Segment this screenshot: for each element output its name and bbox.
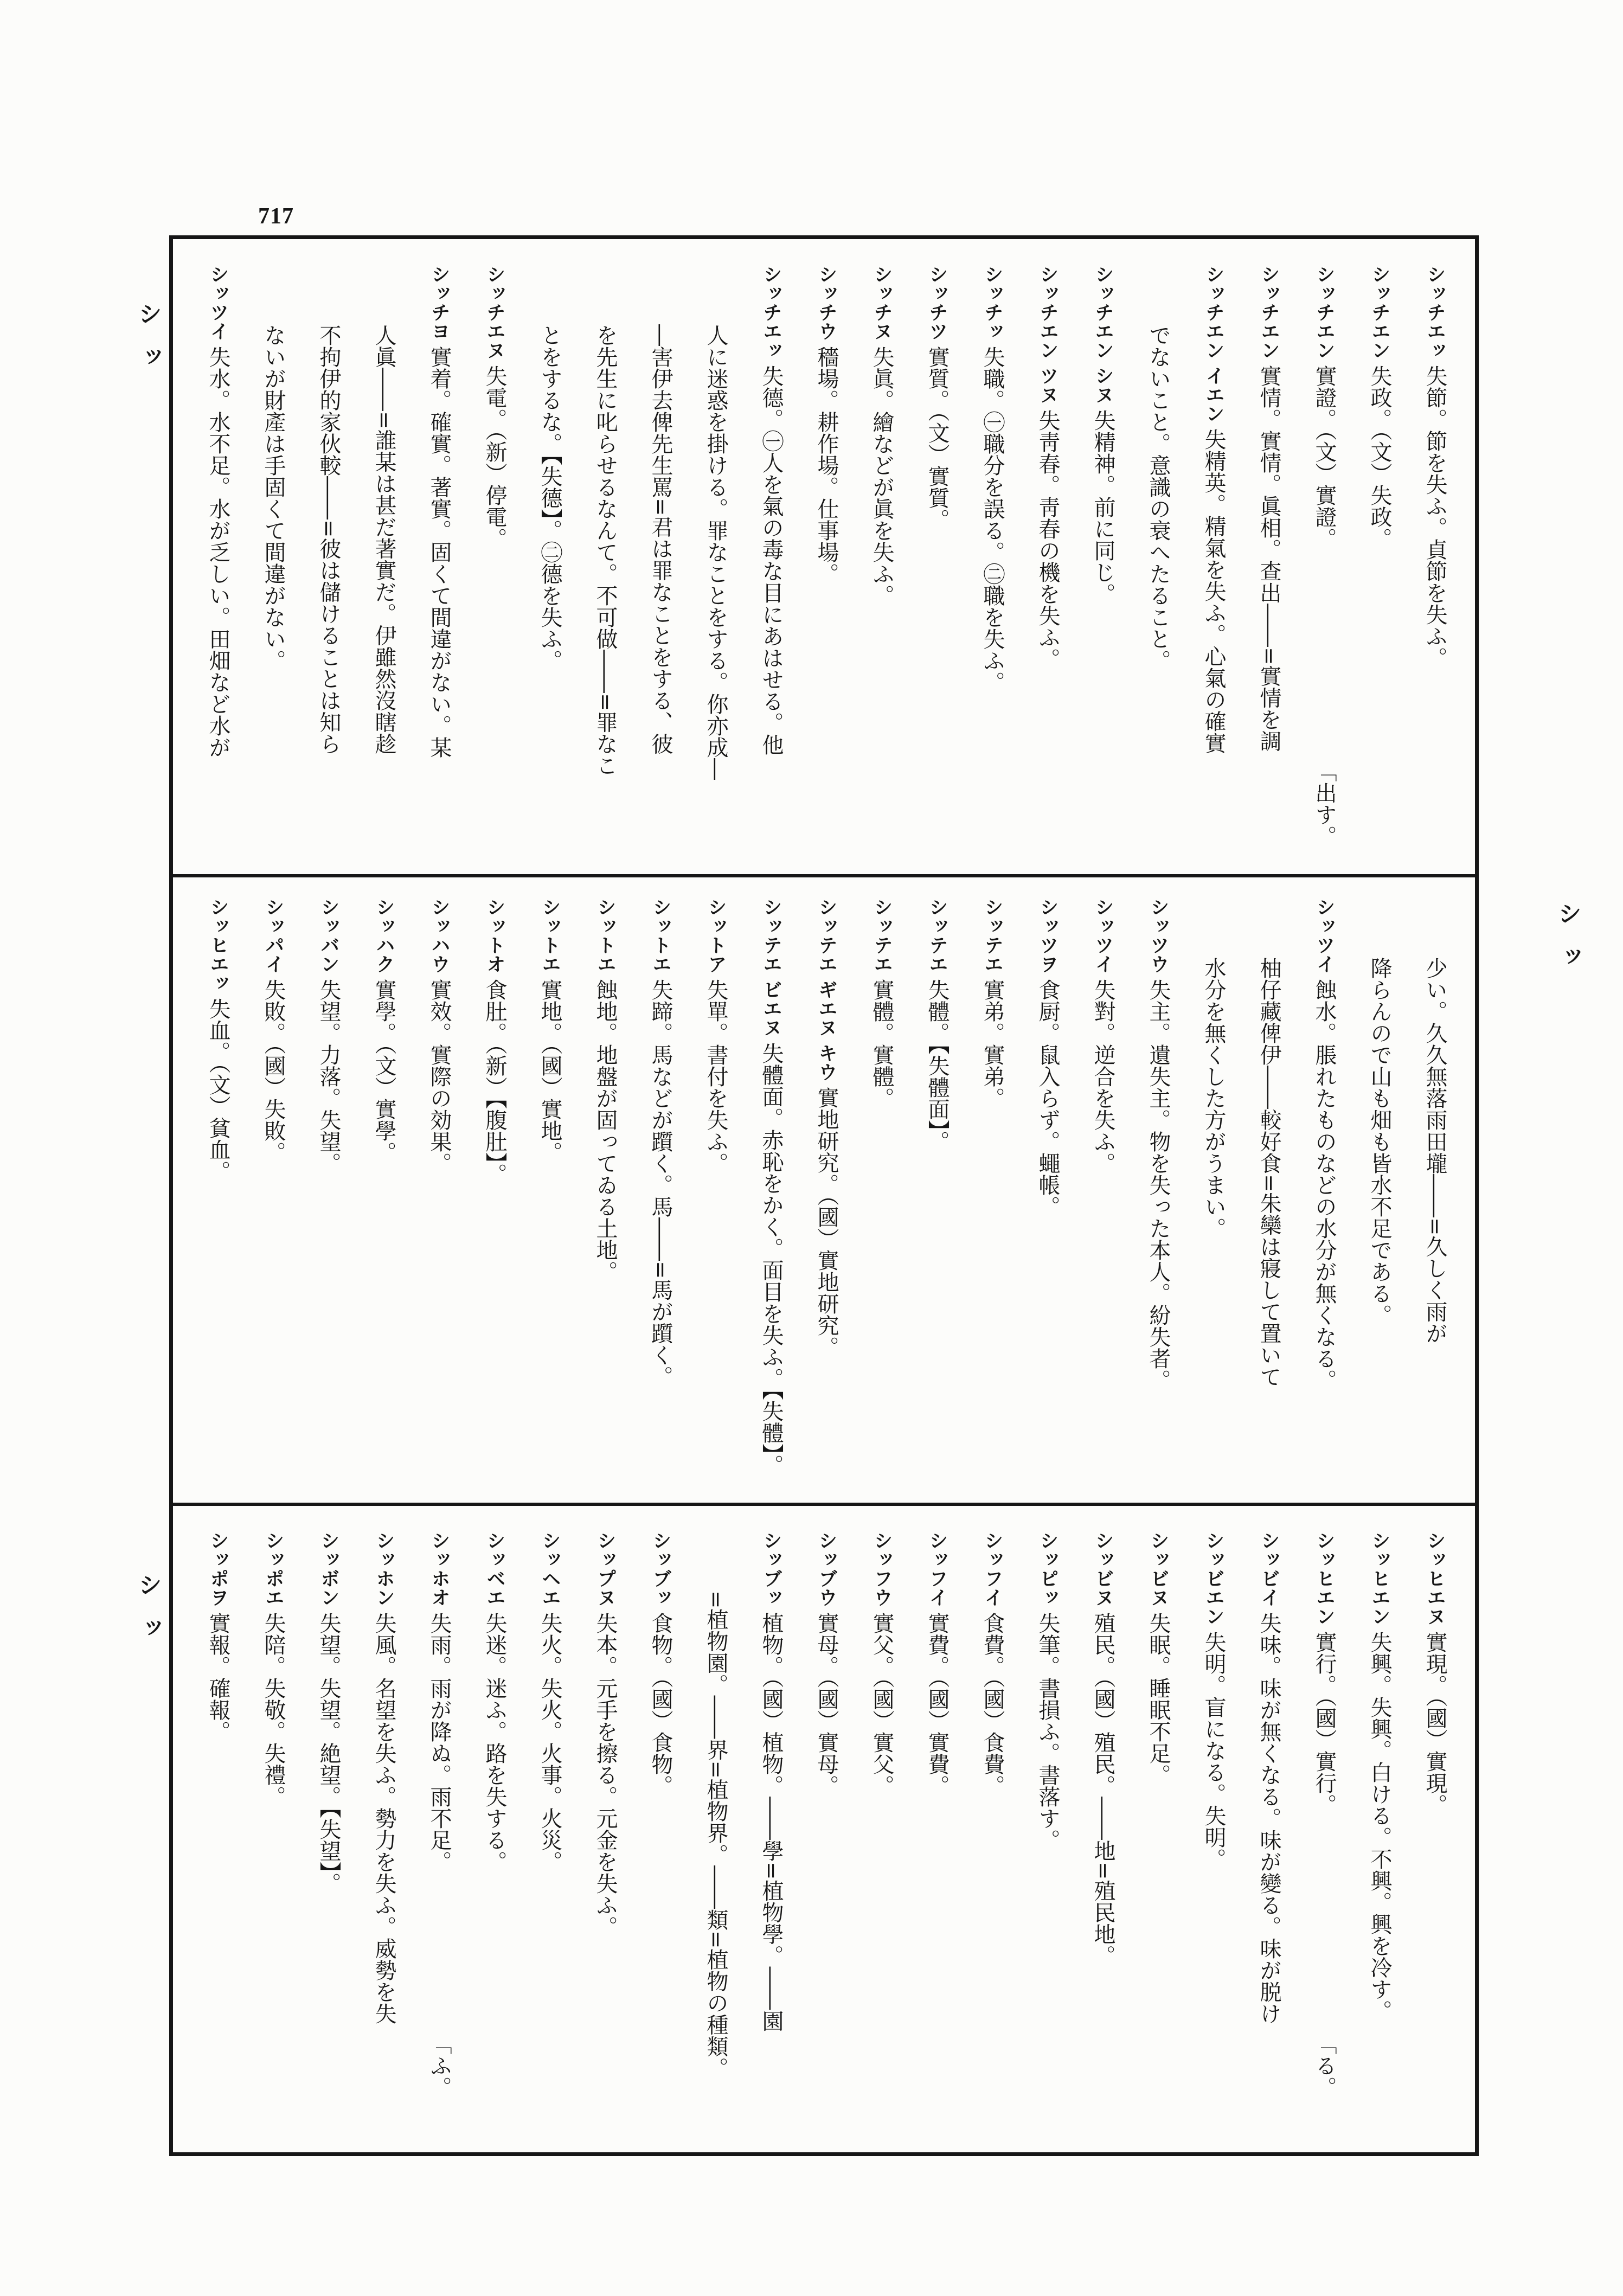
- definition-text: 水分を無くした方がうまい。: [1201, 957, 1226, 1239]
- entry-column: [909, 897, 965, 1497]
- definition-text: 失望。力落。失望。: [316, 979, 341, 1174]
- headword-reading: シッチエン ツヌ: [1037, 265, 1059, 405]
- definition-text: 失敗。（國）失敗。: [261, 979, 286, 1163]
- overflow-continuation: 「ふ。: [427, 2033, 452, 2098]
- definition-text: 失風。名望を失ふ。勢力を失ふ。威勢を失: [371, 1612, 396, 2024]
- entry-column: [799, 1531, 854, 2098]
- entry-column: [1186, 265, 1241, 847]
- headword-reading: シッツイ: [1313, 897, 1335, 973]
- entry-column: [1075, 897, 1131, 1497]
- headword-reading: シッテエ ビエヌ: [760, 897, 782, 1037]
- entry-column: [246, 1531, 301, 2098]
- headword-reading: シッツイ: [207, 265, 229, 341]
- headword-reading: シッビエン: [1203, 1531, 1224, 1626]
- headword-reading: シッチエッ: [760, 265, 782, 360]
- definition-text: 失血。（文）貧血。: [206, 998, 230, 1182]
- entry-column: [909, 265, 965, 847]
- definition-text: 實地研究。（國）實地研究。: [814, 1087, 839, 1358]
- definition-text: 實母。（國）實母。: [814, 1612, 839, 1797]
- entry-column: [1020, 897, 1075, 1497]
- entry-column: [1407, 265, 1462, 847]
- headword-reading: シッハウ: [428, 897, 450, 973]
- headword-reading: シッテエ: [926, 897, 948, 973]
- definition-text: 實學。（文）實學。: [371, 979, 396, 1163]
- definition-text: 失精神。前に同じ。: [1090, 409, 1115, 605]
- entry-column: [190, 265, 246, 847]
- thumb-index-tab: シッ: [1554, 901, 1581, 988]
- entry-column: [1352, 1531, 1407, 2098]
- headword-reading: シッチエン: [1258, 265, 1280, 360]
- entry-column: [522, 1531, 578, 2098]
- headword-reading: シッチエッ: [1424, 265, 1446, 360]
- entry-column: [1075, 265, 1131, 847]
- headword-reading: シッツヲ: [1037, 897, 1059, 973]
- headword-reading: シットエ: [650, 897, 671, 973]
- continuation-column: [246, 265, 301, 847]
- definition-text: 實情。實情。眞相。查出――=實情を調: [1256, 365, 1281, 752]
- page-frame: [169, 235, 1479, 2156]
- continuation-column: [301, 265, 356, 847]
- entry-column: [467, 265, 522, 847]
- headword-reading: シットア: [705, 897, 727, 973]
- entry-column: [301, 897, 356, 1497]
- headword-reading: シッポエ: [262, 1531, 284, 1607]
- headword-reading: シッビイ: [1258, 1531, 1280, 1607]
- definition-text: 失蹄。馬などが躓く。馬――=馬が躓く。: [648, 979, 673, 1388]
- definition-text: 人眞――=誰某は甚だ著實だ。伊雖然沒瞎趁: [371, 324, 396, 755]
- entry-column: [1297, 897, 1352, 1497]
- definition-text: 實地。（國）實地。: [537, 979, 562, 1163]
- headword-reading: シッツイ: [1092, 897, 1114, 973]
- definition-text: 失本。元手を擦る。元金を失ふ。: [593, 1612, 618, 1938]
- entry-column: [190, 897, 246, 1497]
- definition-text: ないが財產は手固くて間違がない。: [261, 324, 286, 671]
- headword-reading: シットオ: [484, 897, 505, 973]
- headword-reading: シッヘエ: [539, 1531, 561, 1607]
- entry-column: [633, 897, 688, 1497]
- entry-column: [1075, 1531, 1131, 2098]
- entry-column: [854, 897, 909, 1497]
- entry-column: [1131, 897, 1186, 1497]
- headword-reading: シッツウ: [1147, 897, 1169, 973]
- continuation-column: [633, 265, 688, 847]
- continuation-column: [1186, 897, 1241, 1497]
- definition-text: 實費。（國）實費。: [925, 1612, 950, 1797]
- continuation-column: [688, 265, 743, 847]
- definition-text: 穡場。耕作場。仕事場。: [814, 346, 839, 585]
- definition-text: 失迷。迷ふ。路を失する。: [482, 1612, 507, 1872]
- definition-text: ―害伊去俾先生罵=君は罪なことをする、彼: [648, 324, 673, 755]
- definition-text: 失體面。赤恥をかく。面目を失ふ。【失體】。: [759, 1042, 784, 1477]
- definition-text: 失火。失火。火事。火災。: [537, 1612, 562, 1872]
- continuation-column: [356, 265, 412, 847]
- headword-reading: シッフイ: [982, 1531, 1003, 1607]
- definition-text: 失雨。雨が降ぬ。雨不足。: [427, 1612, 452, 1872]
- continuation-column: [522, 265, 578, 847]
- definition-text: 柚仔藏俾伊――較好食=朱欒は寢して置いて: [1256, 957, 1281, 1388]
- entry-column: [854, 1531, 909, 2098]
- headword-reading: シッチウ: [816, 265, 837, 341]
- definition-text: 實報。確報。: [206, 1612, 230, 1742]
- entry-column: [412, 1531, 467, 2098]
- definition-text: 失眠。睡眠不足。: [1146, 1612, 1171, 1786]
- definition-text: 實着。確實。著實。固くて間違がない。某: [427, 346, 452, 758]
- entry-column: [356, 1531, 412, 2098]
- entry-column: [190, 1531, 246, 2098]
- definition-text: 食費。（國）食費。: [980, 1612, 1005, 1797]
- entry-column: [467, 1531, 522, 2098]
- headword-reading: シッボン: [318, 1531, 339, 1607]
- definition-text: 蝕水。脹れたものなどの水分が無くなる。: [1312, 979, 1337, 1391]
- definition-text: 植物。（國）植物。――學=植物學。――園: [759, 1612, 784, 2032]
- definition-text: 失德。㊀人を氣の毒な目にあはせる。他: [759, 365, 784, 755]
- definition-text: 失望。失望。絶望。【失望】。: [316, 1612, 341, 1894]
- headword-reading: シッブッ: [650, 1531, 671, 1607]
- headword-reading: シッチエン イエン: [1203, 265, 1224, 424]
- definition-text: =植物園。――界=植物界。――類=植物の種類。: [703, 1590, 728, 2079]
- headword-reading: シッテエ ギエヌ キウ: [816, 897, 837, 1082]
- headword-reading: シッチエヌ: [484, 265, 505, 360]
- headword-reading: シッブッ: [760, 1531, 782, 1607]
- definition-text: 不拘伊的家伙較――=彼は儲けることは知ら: [316, 324, 341, 755]
- entry-column: [1407, 1531, 1462, 2098]
- entry-column: [1297, 1531, 1352, 2098]
- headword-reading: シッフイ: [926, 1531, 948, 1607]
- definition-text: 實體。實體。: [869, 979, 894, 1109]
- entry-column: [909, 1531, 965, 2098]
- headword-reading: シッピッ: [1037, 1531, 1059, 1607]
- entry-column: [633, 1531, 688, 2098]
- entry-column: [522, 897, 578, 1497]
- entry-column: [965, 1531, 1020, 2098]
- definition-text: 少い。久久無落雨田壠――=久しく雨が: [1422, 957, 1447, 1344]
- entry-column: [1131, 1531, 1186, 2098]
- entry-column: [965, 265, 1020, 847]
- entry-column: [799, 265, 854, 847]
- entry-column: [1241, 265, 1297, 847]
- definition-text: 失體。【失體面】。: [925, 979, 950, 1152]
- headword-reading: シッバン: [318, 897, 339, 973]
- headword-reading: シッチヨ: [428, 265, 450, 341]
- headword-reading: シッチヌ: [871, 265, 893, 341]
- definition-text: 食物。（國）食物。: [648, 1612, 673, 1797]
- definition-text: 實行。（國）實行。: [1312, 1631, 1337, 1816]
- continuation-column: [1352, 897, 1407, 1497]
- definition-text: 失眞。繪などが眞を失ふ。: [869, 346, 894, 606]
- headword-reading: シッヒエン: [1313, 1531, 1335, 1626]
- definition-text: 失精英。精氣を失ふ。心氣の確實: [1201, 428, 1226, 754]
- headword-reading: シッテエ: [871, 897, 893, 973]
- definition-text: 實現。（國）實現。: [1422, 1631, 1447, 1816]
- headword-reading: シッフウ: [871, 1531, 893, 1607]
- headword-reading: シッハク: [373, 897, 395, 973]
- definition-text: 實證。（文）實證。: [1312, 365, 1337, 549]
- entry-column: [412, 897, 467, 1497]
- overflow-continuation: 「る。: [1312, 2033, 1337, 2098]
- thumb-index-tab: シッ: [134, 1573, 162, 1659]
- definition-text: を先生に叱らせるなんて。不可做――=罪なこ: [593, 324, 618, 777]
- definition-text: 殖民。（國）殖民。――地=殖民地。: [1090, 1612, 1115, 1967]
- definition-text: 實父。（國）實父。: [869, 1612, 894, 1797]
- entry-column: [1186, 1531, 1241, 2098]
- entry-column: [1020, 265, 1075, 847]
- definition-text: 失單。書付を失ふ。: [703, 979, 728, 1174]
- headword-reading: シッチエン: [1313, 265, 1335, 360]
- continuation-column: [578, 265, 633, 847]
- headword-reading: シットエ: [539, 897, 561, 973]
- headword-reading: シッベエ: [484, 1531, 505, 1607]
- definition-text: 失職。㊀職分を誤る。㊁職を失ふ。: [980, 346, 1005, 693]
- entry-column: [301, 1531, 356, 2098]
- entry-column: [412, 265, 467, 847]
- headword-reading: シッテエ: [982, 897, 1003, 973]
- headword-reading: シッチツ: [926, 265, 948, 341]
- definition-text: 失水。水不足。水が乏しい。田畑など水が: [206, 346, 230, 758]
- entry-column: [743, 265, 799, 847]
- definition-text: 食厨。鼠入らず。蠅帳。: [1035, 979, 1060, 1217]
- headword-reading: シッホン: [373, 1531, 395, 1607]
- definition-text: 失主。遺失主。物を失った本人。紛失者。: [1146, 979, 1171, 1391]
- definition-text: 失筆。書損ふ。書落す。: [1035, 1612, 1060, 1851]
- entry-column: [854, 265, 909, 847]
- page-number: 717: [258, 204, 294, 229]
- entry-column: [965, 897, 1020, 1497]
- entry-column: [467, 897, 522, 1497]
- headword-reading: シッブウ: [816, 1531, 837, 1607]
- definition-text: 失對。逆合を失ふ。: [1090, 979, 1115, 1174]
- continuation-column: [688, 1531, 743, 2098]
- headword-reading: シッヒエン: [1369, 1531, 1390, 1626]
- definition-text: 失節。節を失ふ。貞節を失ふ。: [1422, 365, 1447, 669]
- headword-reading: シップヌ: [594, 1531, 616, 1607]
- definition-text: 人に迷惑を掛ける。罪なことをする。你亦成―: [703, 324, 728, 780]
- definition-text: とをするな。【失德】。㊁德を失ふ。: [537, 324, 562, 671]
- definition-text: 實質。（文）實質。: [925, 346, 950, 530]
- entry-column: [356, 897, 412, 1497]
- entry-column: [1297, 265, 1352, 847]
- definition-text: 食肚。（新）【腹肚】。: [482, 979, 507, 1185]
- headword-reading: シットエ: [594, 897, 616, 973]
- definition-text: 實弟。實弟。: [980, 979, 1005, 1109]
- definition-text: 失電。（新）停電。: [482, 365, 507, 549]
- definition-text: 失靑春。靑春の機を失ふ。: [1035, 409, 1060, 670]
- continuation-column: [1407, 897, 1462, 1497]
- definition-text: 失興。失興。白ける。不興。興を冷す。: [1367, 1631, 1392, 2022]
- dictionary-band-top: [173, 239, 1475, 874]
- entry-column: [743, 897, 799, 1497]
- entry-column: [799, 897, 854, 1497]
- headword-reading: シッパイ: [262, 897, 284, 973]
- headword-reading: シッチッ: [982, 265, 1003, 341]
- definition-text: 失味。味が無くなる。味が變る。味が脱け: [1256, 1612, 1281, 2024]
- entry-column: [578, 897, 633, 1497]
- headword-reading: シッポヲ: [207, 1531, 229, 1607]
- entry-column: [1241, 1531, 1297, 2098]
- definition-text: 降らんので山も畑も皆水不足である。: [1367, 957, 1392, 1326]
- definition-text: でないこと。意識の衰へたること。: [1146, 324, 1171, 671]
- definition-text: 實效。實際の効果。: [427, 979, 452, 1174]
- headword-reading: シッヒエヌ: [1424, 1531, 1446, 1626]
- continuation-column: [1131, 265, 1186, 847]
- headword-reading: シッチエン シヌ: [1092, 265, 1114, 405]
- definition-text: 蝕地。地盤が固ってゐる土地。: [593, 979, 618, 1282]
- continuation-column: [1241, 897, 1297, 1497]
- headword-reading: シッビヌ: [1147, 1531, 1169, 1607]
- entry-column: [1352, 265, 1407, 847]
- definition-text: 失政。（文）失政。: [1367, 365, 1392, 549]
- entry-column: [246, 897, 301, 1497]
- entry-column: [743, 1531, 799, 2098]
- definition-text: 失陪。失敬。失禮。: [261, 1612, 286, 1807]
- dictionary-band-bottom: [173, 1506, 1475, 2152]
- headword-reading: シッヒエッ: [207, 897, 229, 992]
- entry-column: [688, 897, 743, 1497]
- definition-text: 失明。盲になる。失明。: [1201, 1631, 1226, 1870]
- thumb-index-tab: シッ: [134, 302, 162, 388]
- entry-column: [578, 1531, 633, 2098]
- headword-reading: シッホオ: [428, 1531, 450, 1607]
- headword-reading: シッチエン: [1369, 265, 1390, 360]
- entry-column: [1020, 1531, 1075, 2098]
- headword-reading: シッビヌ: [1092, 1531, 1114, 1607]
- dictionary-band-middle: [173, 877, 1475, 1503]
- overflow-continuation: 「出す。: [1312, 760, 1337, 847]
